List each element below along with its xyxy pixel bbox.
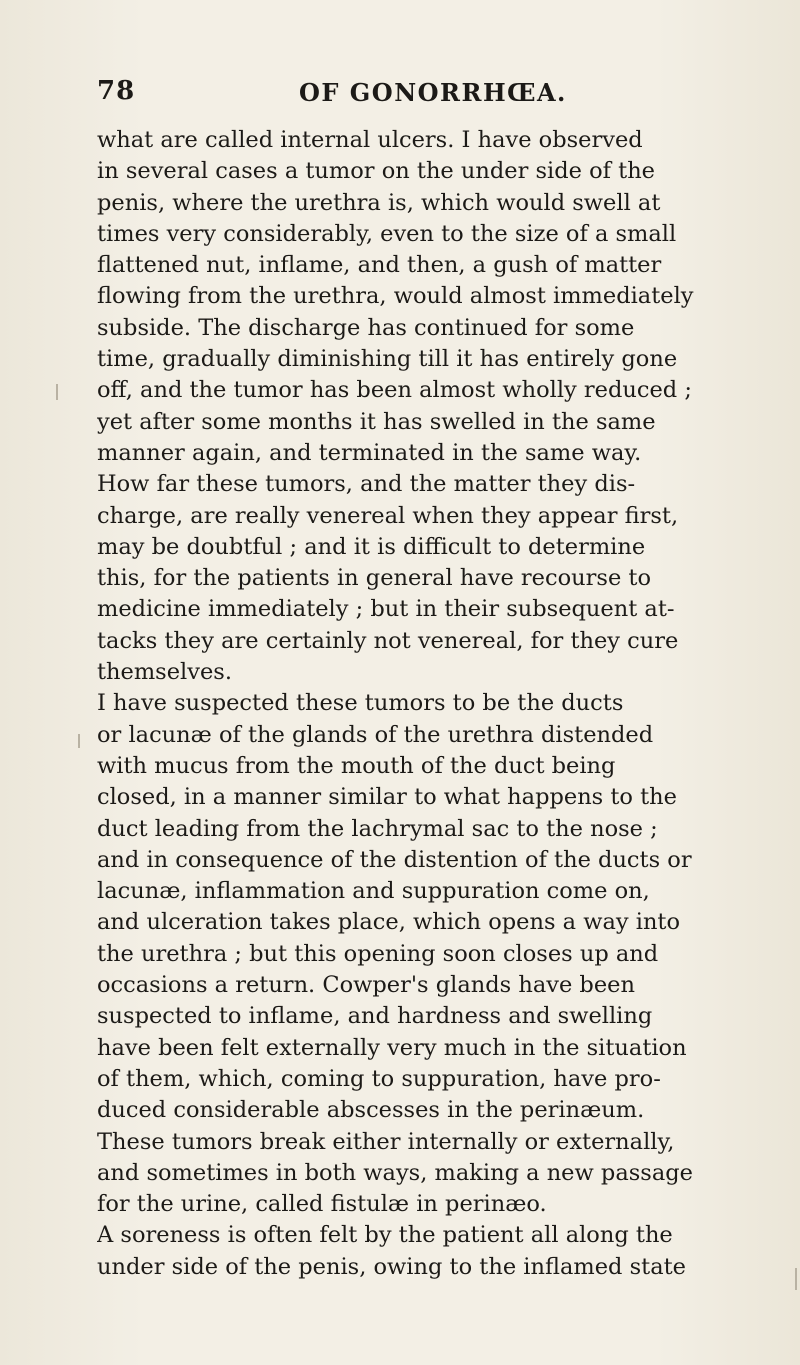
text-line: occasions a return. Cowper's glands have been bbox=[97, 972, 635, 999]
text-line: or lacunæ of the glands of the urethra distended bbox=[97, 721, 654, 748]
margin-mark bbox=[56, 384, 58, 400]
text-line: tacks they are certainly not venereal, for they cure bbox=[97, 627, 679, 654]
text-line: I have suspected these tumors to be the ducts bbox=[97, 690, 624, 717]
text-line: A soreness is often felt by the patient all along the bbox=[97, 1222, 673, 1249]
body-text bbox=[97, 125, 722, 1283]
text-line: yet after some months it has swelled in the same bbox=[97, 408, 656, 435]
margin-mark bbox=[78, 734, 80, 748]
text-line: and ulceration takes place, which opens a way into bbox=[97, 909, 681, 936]
text-line: time, gradually diminishing till it has entirely gone bbox=[97, 346, 678, 373]
text-line: lacunæ, inflammation and suppuration come on, bbox=[97, 878, 650, 905]
text-line: subside. The discharge has continued for some bbox=[97, 314, 635, 341]
page-number: 78 bbox=[97, 76, 136, 106]
text-line: and sometimes in both ways, making a new passage bbox=[97, 1159, 693, 1186]
text-line: suspected to inflame, and hardness and swelling bbox=[97, 1003, 653, 1030]
text-line: times very considerably, even to the size of a small bbox=[97, 220, 677, 247]
text-line: under side of the penis, owing to the inflamed state bbox=[97, 1253, 686, 1280]
text-line: with mucus from the mouth of the duct being bbox=[97, 752, 616, 779]
text-line: flowing from the urethra, would almost immediately bbox=[97, 283, 694, 310]
text-line: How far these tumors, and the matter they dis- bbox=[97, 471, 636, 498]
text-line: duced considerable abscesses in the perinæum. bbox=[97, 1097, 645, 1124]
text-line: may be doubtful ; and it is difficult to determine bbox=[97, 533, 646, 560]
text-line: manner again, and terminated in the same way. bbox=[97, 439, 642, 466]
text-line: have been felt externally very much in the situation bbox=[97, 1034, 687, 1061]
text-line: themselves. bbox=[97, 659, 232, 686]
text-line: medicine immediately ; but in their subsequent at- bbox=[97, 596, 675, 623]
text-line: this, for the patients in general have recourse to bbox=[97, 565, 651, 592]
page-header bbox=[97, 76, 717, 116]
text-line: closed, in a manner similar to what happens to the bbox=[97, 784, 677, 811]
text-line: the urethra ; but this opening soon closes up and bbox=[97, 940, 659, 967]
text-line: of them, which, coming to suppuration, have pro- bbox=[97, 1065, 661, 1092]
text-line: what are called internal ulcers. I have observed bbox=[97, 127, 643, 153]
running-head: OF GONORRHŒA. bbox=[299, 78, 567, 107]
text-line: and in consequence of the distention of the ducts or bbox=[97, 846, 692, 873]
text-line: flattened nut, inflame, and then, a gush of matter bbox=[97, 252, 662, 279]
text-line: in several cases a tumor on the under side of the bbox=[97, 158, 655, 185]
text-line: penis, where the urethra is, which would swell at bbox=[97, 189, 661, 216]
text-line: duct leading from the lachrymal sac to the nose ; bbox=[97, 815, 658, 842]
text-line: charge, are really venereal when they appear first, bbox=[97, 502, 679, 529]
margin-mark bbox=[795, 1268, 797, 1290]
text-line: for the urine, called fistulæ in perinæo. bbox=[97, 1191, 547, 1218]
text-line: These tumors break either internally or externally, bbox=[97, 1128, 675, 1155]
text-line: off, and the tumor has been almost wholly reduced ; bbox=[97, 377, 692, 404]
